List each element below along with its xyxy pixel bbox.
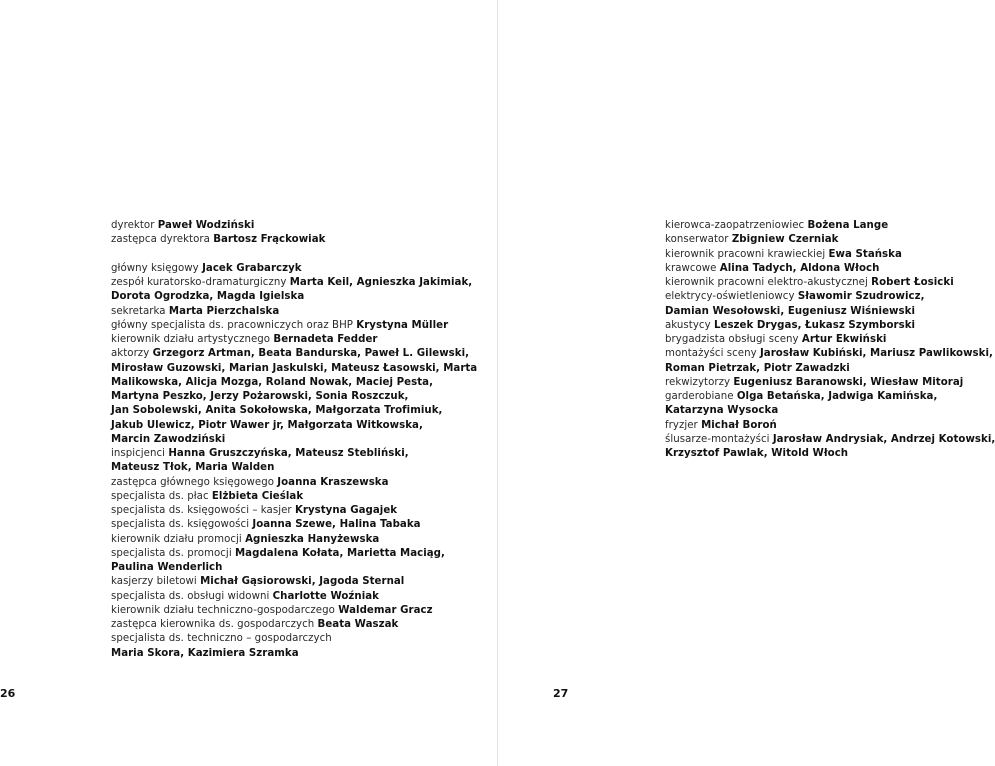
staff-line [665,390,960,404]
staff-names: Hanna Gruszczyńska, Mateusz Stebliński, [168,448,409,459]
staff-line [111,547,456,561]
staff-names: Paulina Wenderlich [111,562,223,573]
staff-line [111,404,456,418]
staff-line [111,490,456,504]
role-label: specjalista ds. techniczno – gospodarczych [111,633,332,645]
staff-names: Artur Ekwiński [801,334,887,345]
staff-names: Martyna Peszko, Jerzy Pożarowski, Sonia Roszczuk, [111,391,409,402]
staff-names: Jacek Grabarczyk [202,262,302,274]
role-label: specjalista ds. promocji [111,547,235,559]
staff-names: Zbigniew Czerniak [731,234,839,246]
staff-line [665,248,960,262]
staff-line [111,461,456,475]
staff-names: Damian Wesołowski, Eugeniusz Wiśniewski [665,305,915,317]
staff-names: Sławomir Szudrowicz, [797,291,925,303]
role-label: garderobiane [665,391,737,402]
role-label: aktorzy [111,348,153,360]
role-label: specjalista ds. płac [111,490,212,502]
staff-line [665,333,960,347]
role-label: specjalista ds. księgowości [111,519,253,531]
staff-line [111,290,456,304]
staff-line [111,604,456,618]
staff-names: Waldemar Gracz [338,604,433,616]
staff-line [111,476,456,490]
role-label: kierownik działu artystycznego [111,334,274,345]
role-label: montażyści sceny [665,348,760,360]
staff-names: Dorota Ogrodzka, Magda Igielska [111,291,305,303]
role-label: kierownik pracowni elektro-akustycznej [665,277,872,288]
staff-names: Marta Pierzchalska [168,305,280,317]
staff-line [111,561,456,575]
staff-names: Malikowska, Alicja Mozga, Roland Nowak, Maciej Pesta, [111,376,434,388]
role-label: kierowca-zaopatrzeniowiec [665,220,808,231]
staff-line [665,347,993,361]
staff-names: Robert Łosicki [871,277,954,288]
role-label: kierownik działu techniczno-gospodarczego [111,604,339,616]
staff-names: Olga Betańska, Jadwiga Kamińska, [736,391,938,402]
staff-line [665,276,960,290]
staff-line [111,305,456,319]
role-label: dyrektor [111,220,158,231]
staff-line [111,618,456,632]
spacer [111,248,456,262]
staff-names: Joanna Szewe, Halina Tabaka [252,519,421,531]
staff-line [665,433,995,447]
staff-names: Paweł Wodziński [157,220,255,231]
role-label: główny księgowy [111,262,203,274]
role-label: specjalista ds. księgowości – kasjer [111,505,295,516]
staff-names: Beata Waszak [317,619,399,630]
role-label: zespół kuratorsko-dramaturgiczny [111,277,290,288]
staff-line [111,590,456,604]
role-label: konserwator [665,234,732,246]
role-label: zastępca głównego księgowego [111,476,278,488]
role-label: krawcowe [665,262,720,274]
staff-line [665,219,960,233]
staff-names: Mateusz Tłok, Maria Walden [111,462,275,474]
staff-line [111,276,473,290]
staff-line [111,233,456,247]
staff-line [111,347,470,361]
staff-line [111,419,456,433]
staff-names: Katarzyna Wysocka [665,405,779,417]
staff-line [111,390,456,404]
role-label: rekwizytorzy [665,376,734,388]
staff-line [111,632,456,646]
staff-line [665,262,960,276]
staff-names: Ewa Stańska [828,248,902,260]
staff-line [665,319,960,333]
staff-line [111,362,478,376]
staff-line [111,575,456,589]
staff-names: Krzysztof Pawlak, Witold Włoch [665,448,849,459]
staff-line [111,447,456,461]
staff-names: Jan Sobolewski, Anita Sokołowska, Małgorzata Trofimiuk, [111,405,443,417]
role-label: kierownik pracowni krawieckiej [665,248,829,260]
staff-line [111,262,456,276]
staff-line [665,290,960,304]
staff-line [111,333,456,347]
staff-names: Agnieszka Hanyżewska [245,533,380,545]
staff-names: Magdalena Kołata, Marietta Maciąg, [234,547,445,559]
staff-names: Mirosław Guzowski, Marian Jaskulski, Mateusz Łasowski, Marta [111,362,478,374]
staff-names: Marcin Zawodziński [111,433,226,445]
staff-names: Joanna Kraszewska [277,476,389,488]
staff-line [111,433,456,447]
staff-line [111,647,456,661]
staff-line [111,319,456,333]
staff-line [111,376,456,390]
staff-line [665,233,960,247]
staff-names: Bartosz Frąckowiak [213,234,326,246]
role-label: główny specjalista ds. pracowniczych oraz BHP [111,319,357,331]
left-page-staff-list [111,219,478,661]
role-label: specjalista ds. obsługi widowni [111,590,273,602]
staff-line [665,305,960,319]
staff-line [665,419,960,433]
staff-names: Jarosław Kubiński, Mariusz Pawlikowski, [759,348,993,360]
staff-line [111,533,456,547]
staff-names: Jakub Ulewicz, Piotr Wawer jr, Małgorzata Witkowska, [111,419,423,431]
staff-names: Roman Pietrzak, Piotr Zawadzki [665,362,850,374]
staff-line [111,504,456,518]
staff-line [665,404,960,418]
page-number-left: 26 [0,687,16,700]
page-number-right: 27 [553,687,569,700]
staff-names: Eugeniusz Baranowski, Wiesław Mitoraj [733,376,964,388]
staff-names: Bożena Lange [807,220,889,231]
role-label: elektrycy-oświetleniowcy [665,291,798,303]
role-label: fryzjer [665,419,702,431]
staff-line [665,376,964,390]
staff-names: Alina Tadych, Aldona Włoch [719,262,880,274]
staff-names: Michał Boroń [701,419,777,431]
staff-names: Jarosław Andrysiak, Andrzej Kotowski, [772,433,995,445]
page-spine [497,0,498,766]
staff-names: Krystyna Gagajek [294,505,398,516]
staff-names: Charlotte Woźniak [272,590,379,602]
staff-names: Krystyna Müller [356,319,449,331]
role-label: sekretarka [111,305,169,317]
staff-line [665,447,960,461]
role-label: inspicjenci [111,448,169,459]
role-label: zastępca kierownika ds. gospodarczych [111,619,318,630]
staff-names: Michał Gąsiorowski, Jagoda Sternal [200,576,405,588]
staff-line [111,518,456,532]
role-label: kierownik działu promocji [111,533,246,545]
role-label: brygadzista obsługi sceny [665,334,802,345]
staff-names: Maria Skora, Kazimiera Szramka [111,647,299,659]
staff-line [665,362,960,376]
staff-names: Marta Keil, Agnieszka Jakimiak, [289,277,473,288]
role-label: ślusarze-montażyści [665,433,773,445]
staff-names: Grzegorz Artman, Beata Bandurska, Paweł L. Gilewski, [152,348,470,360]
staff-names: Elżbieta Cieślak [211,490,304,502]
staff-names: Leszek Drygas, Łukasz Szymborski [713,319,916,331]
role-label: zastępca dyrektora [111,234,214,246]
staff-line [111,219,456,233]
role-label: akustycy [665,319,714,331]
right-page-staff-list [665,219,995,461]
staff-names: Bernadeta Fedder [273,334,378,345]
role-label: kasjerzy biletowi [111,576,201,588]
